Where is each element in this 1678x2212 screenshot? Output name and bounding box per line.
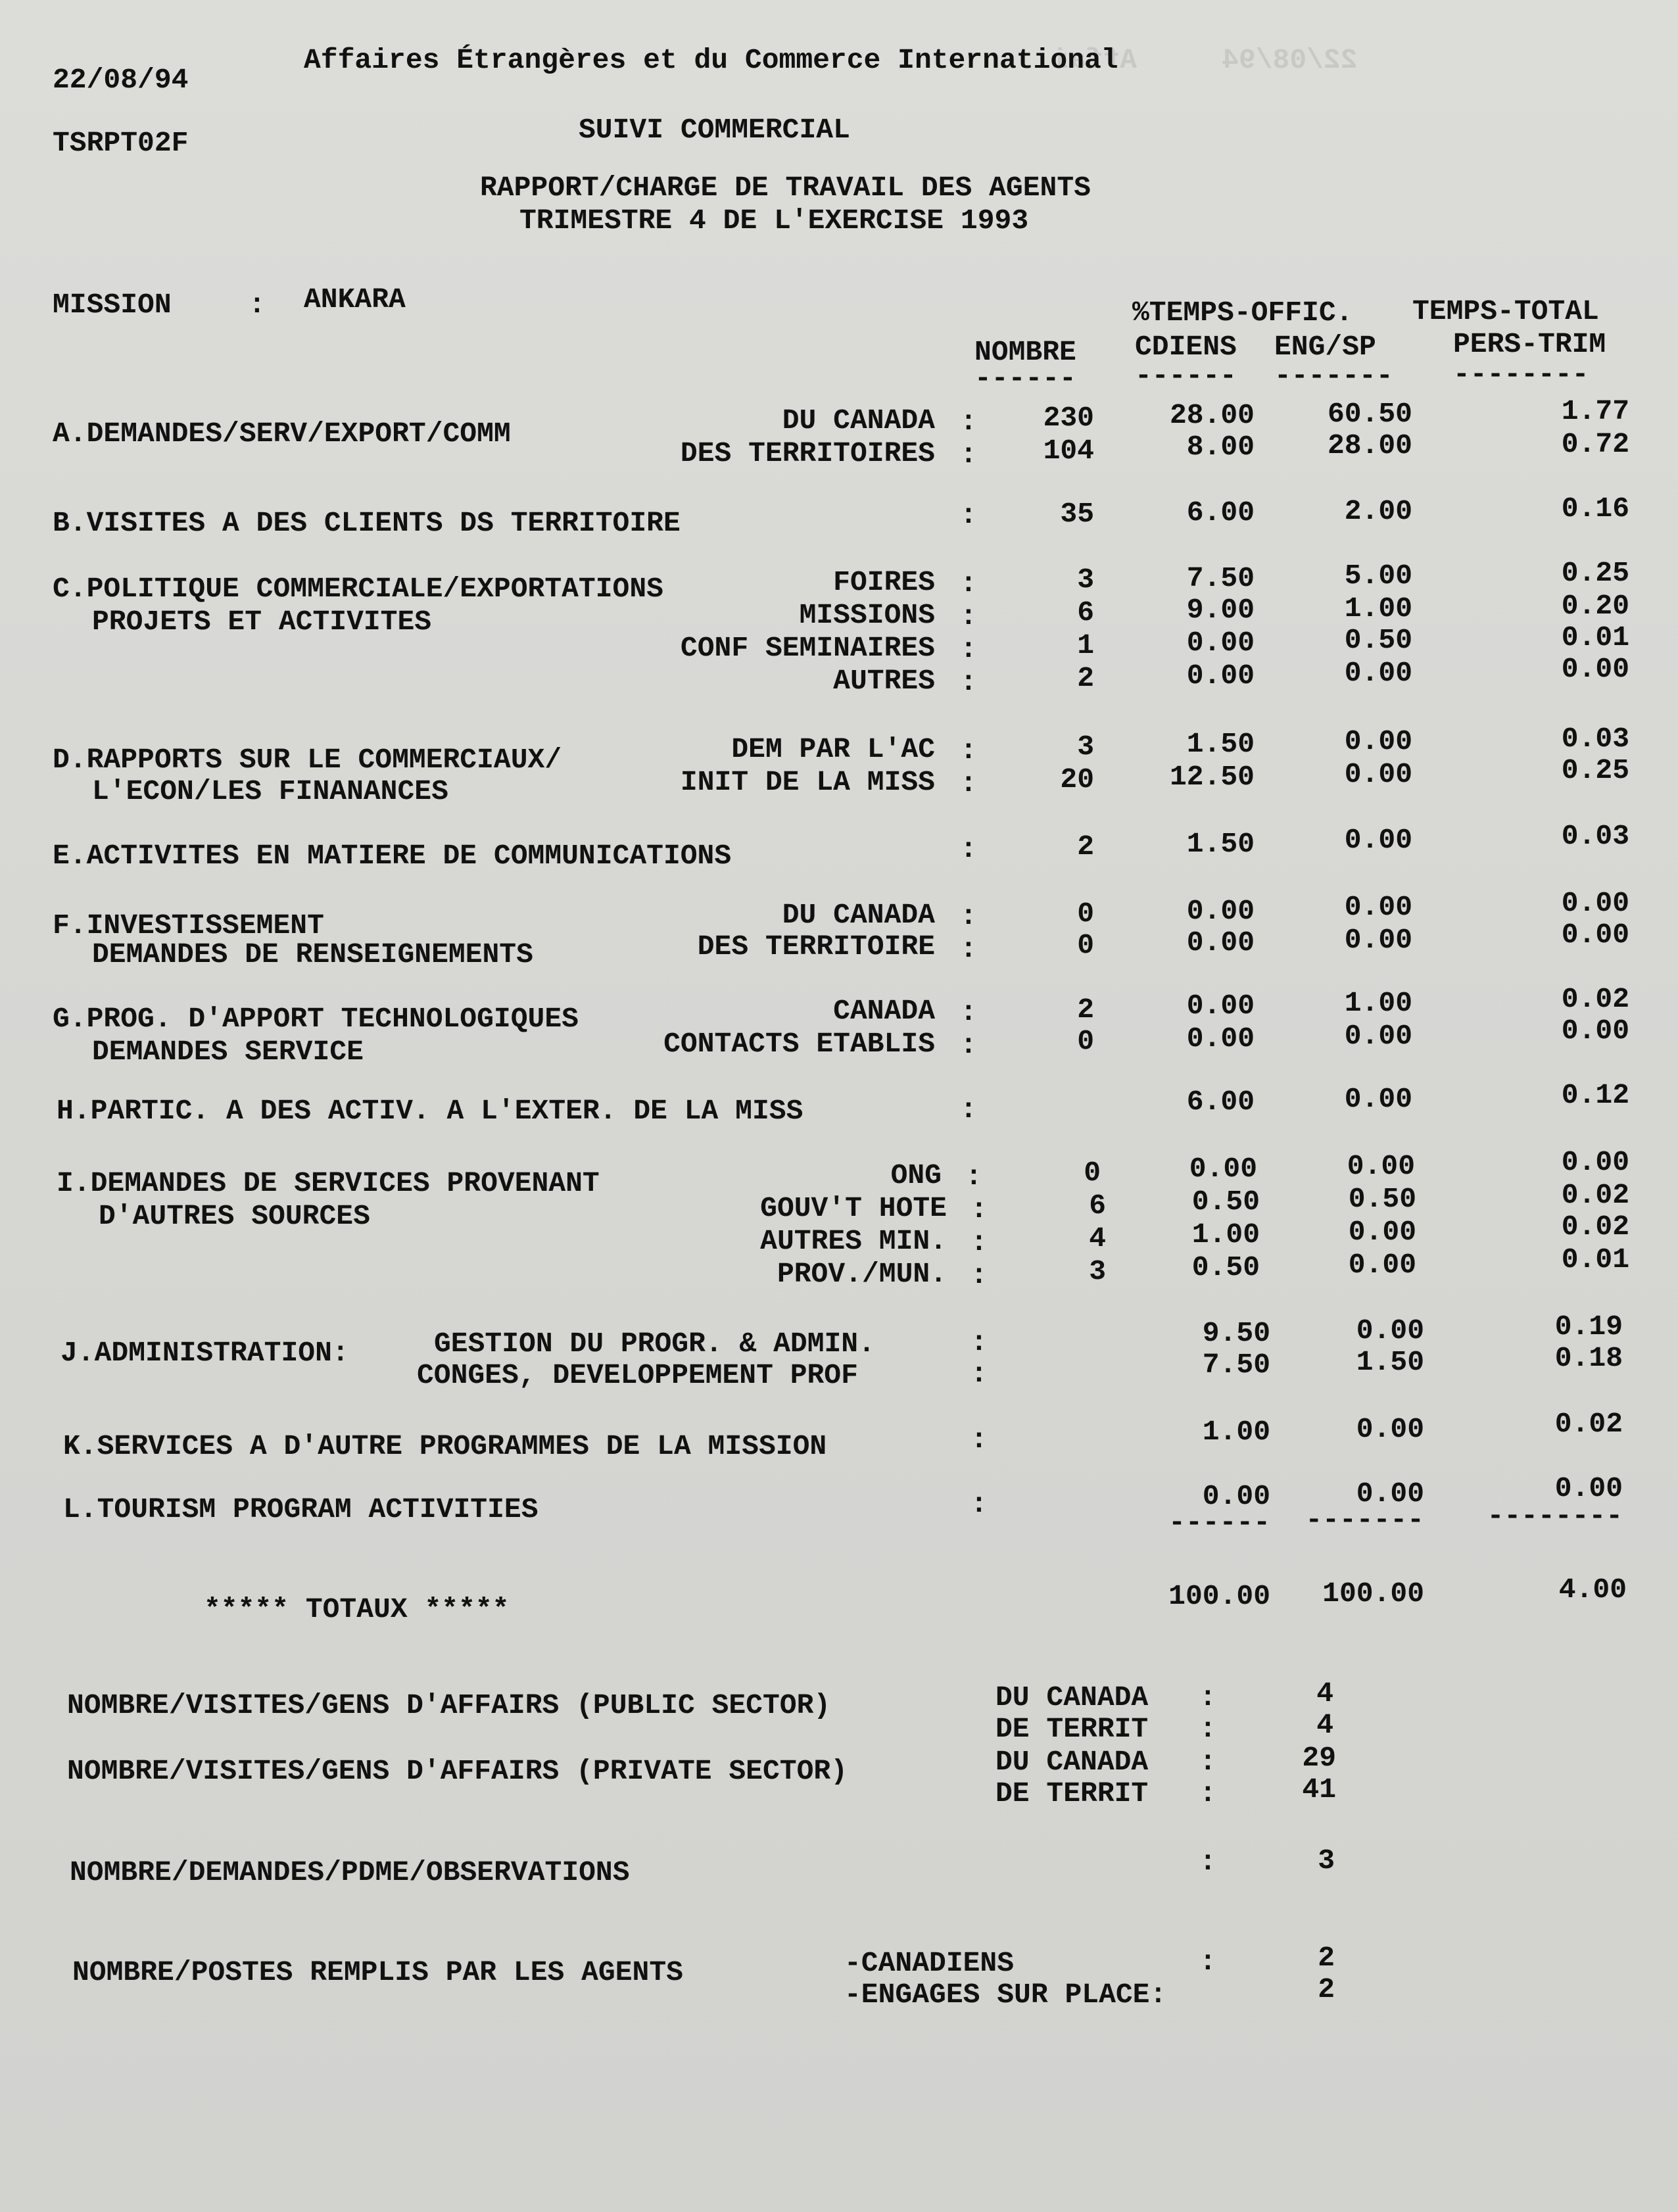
- section-f-cdiens-2: 0.00: [1186, 926, 1255, 959]
- section-f-engsp-2: 0.00: [1344, 924, 1412, 956]
- colon: :: [960, 633, 977, 665]
- section-i-nombre-2: 6: [1089, 1190, 1106, 1222]
- section-d-engsp-1: 0.00: [1344, 725, 1412, 757]
- section-h-engsp: 0.00: [1344, 1083, 1412, 1115]
- section-g-sub-1: CANADA: [833, 995, 935, 1027]
- section-j-perstrim-2: 0.18: [1554, 1342, 1623, 1374]
- section-i-engsp-3: 0.00: [1348, 1216, 1416, 1248]
- section-i-perstrim-1: 0.00: [1561, 1146, 1629, 1178]
- colon: :: [965, 1161, 982, 1193]
- section-a-nombre-1: 230: [1043, 402, 1094, 434]
- pdme-label: NOMBRE/DEMANDES/PDME/OBSERVATIONS: [70, 1856, 630, 1888]
- section-a-engsp-2: 28.00: [1327, 429, 1412, 462]
- section-g-cdiens-1: 0.00: [1186, 990, 1255, 1022]
- section-i-perstrim-2: 0.02: [1561, 1179, 1629, 1211]
- section-f-engsp-1: 0.00: [1344, 891, 1412, 923]
- section-c-cdiens-2: 9.00: [1186, 594, 1255, 626]
- section-c-perstrim-4: 0.00: [1561, 653, 1629, 685]
- section-j-sub-2: CONGES, DEVELOPPEMENT PROF: [417, 1359, 858, 1391]
- colon: :: [971, 1488, 988, 1520]
- section-c-sub-4: AUTRES: [833, 665, 935, 697]
- public-sector-label: NOMBRE/VISITES/GENS D'AFFAIRS (PUBLIC SECTOR): [67, 1689, 831, 1721]
- section-d-engsp-2: 0.00: [1344, 758, 1412, 790]
- private-sector-label: NOMBRE/VISITES/GENS D'AFFAIRS (PRIVATE SECTOR): [67, 1755, 848, 1787]
- public-territ-value: 4: [1316, 1709, 1333, 1741]
- section-g-engsp-1: 1.00: [1344, 987, 1412, 1019]
- section-a-cdiens-1: 28.00: [1169, 399, 1255, 431]
- col-header-engsp: ENG/SP: [1274, 331, 1376, 363]
- colon: :: [960, 1094, 977, 1126]
- colon: :: [960, 439, 977, 471]
- section-h-cdiens: 6.00: [1186, 1086, 1255, 1118]
- section-g-nombre-2: 0: [1077, 1025, 1094, 1057]
- section-f-nombre-2: 0: [1077, 929, 1094, 961]
- totals-rule-engsp: -------: [1305, 1504, 1424, 1536]
- section-f-nombre-1: 0: [1077, 898, 1094, 930]
- section-f-perstrim-1: 0.00: [1561, 887, 1629, 919]
- colon: :: [960, 1029, 977, 1061]
- section-d-label-1: D.RAPPORTS SUR LE COMMERCIAUX/: [53, 744, 562, 776]
- system-name: SUIVI COMMERCIAL: [579, 114, 850, 146]
- pdme-value: 3: [1318, 1844, 1335, 1877]
- totals-label: ***** TOTAUX *****: [204, 1593, 510, 1625]
- section-a-cdiens-2: 8.00: [1186, 431, 1255, 463]
- section-i-sub-2: GOUV'T HOTE: [760, 1192, 947, 1224]
- colon: :: [960, 767, 977, 800]
- section-d-perstrim-1: 0.03: [1561, 723, 1629, 755]
- section-d-perstrim-2: 0.25: [1561, 754, 1629, 786]
- colon: :: [971, 1193, 988, 1226]
- section-h-perstrim: 0.12: [1561, 1079, 1629, 1111]
- colon: :: [1199, 1777, 1216, 1810]
- col-rule-nombre: ------: [974, 362, 1076, 395]
- section-i-cdiens-2: 0.50: [1191, 1186, 1260, 1218]
- section-c-cdiens-1: 7.50: [1186, 562, 1255, 594]
- section-g-nombre-1: 2: [1077, 994, 1094, 1026]
- report-code: TSRPT02F: [53, 127, 189, 159]
- public-canada-value: 4: [1316, 1677, 1333, 1710]
- section-c-engsp-3: 0.50: [1344, 624, 1412, 656]
- colon: :: [1199, 1681, 1216, 1714]
- section-d-cdiens-2: 12.50: [1169, 761, 1255, 793]
- section-d-nombre-1: 3: [1077, 731, 1094, 763]
- col-header-cdiens: CDIENS: [1135, 331, 1237, 363]
- col-rule-cdiens: ------: [1135, 360, 1237, 392]
- section-c-engsp-1: 5.00: [1344, 560, 1412, 592]
- section-d-cdiens-1: 1.50: [1186, 728, 1255, 760]
- section-j-sub-1: GESTION DU PROGR. & ADMIN.: [434, 1328, 875, 1360]
- section-i-sub-1: ONG: [890, 1159, 942, 1191]
- totals-engsp: 100.00: [1322, 1577, 1424, 1610]
- section-i-sub-3: AUTRES MIN.: [760, 1225, 947, 1257]
- section-l-engsp: 0.00: [1356, 1478, 1424, 1510]
- section-k-cdiens: 1.00: [1202, 1416, 1270, 1448]
- mission-colon: :: [249, 289, 266, 321]
- section-g-label-1: G.PROG. D'APPORT TECHNOLOGIQUES: [53, 1003, 579, 1035]
- section-c-sub-2: MISSIONS: [799, 599, 935, 631]
- section-a-label: A.DEMANDES/SERV/EXPORT/COMM: [53, 418, 511, 450]
- public-canada-label: DU CANADA: [995, 1681, 1149, 1714]
- section-c-engsp-2: 1.00: [1344, 592, 1412, 625]
- section-c-label-2: PROJETS ET ACTIVITES: [92, 606, 432, 638]
- section-c-label-1: C.POLITIQUE COMMERCIALE/EXPORTATIONS: [53, 573, 663, 605]
- section-f-sub-2: DES TERRITOIRE: [697, 930, 935, 963]
- section-g-engsp-2: 0.00: [1344, 1020, 1412, 1052]
- section-c-sub-3: CONF SEMINAIRES: [680, 632, 935, 664]
- private-territ-value: 41: [1302, 1773, 1336, 1806]
- postes-engages-label: -ENGAGES SUR PLACE:: [844, 1979, 1167, 2011]
- section-a-perstrim-2: 0.72: [1561, 428, 1629, 460]
- section-f-cdiens-1: 0.00: [1186, 895, 1255, 927]
- section-c-perstrim-3: 0.01: [1561, 621, 1629, 654]
- section-d-sub-1: DEM PAR L'AC: [731, 733, 935, 765]
- section-j-engsp-1: 0.00: [1356, 1314, 1424, 1347]
- private-canada-label: DU CANADA: [995, 1746, 1149, 1778]
- section-k-label: K.SERVICES A D'AUTRE PROGRAMMES DE LA MISSION: [63, 1430, 827, 1462]
- section-c-cdiens-4: 0.00: [1186, 660, 1255, 692]
- col-header-temps-offic: %TEMPS-OFFIC.: [1132, 297, 1353, 329]
- totals-rule-cdiens: ------: [1168, 1506, 1270, 1539]
- section-c-sub-1: FOIRES: [833, 566, 935, 598]
- mission-label: MISSION: [53, 289, 172, 321]
- section-e-nombre: 2: [1077, 830, 1094, 863]
- section-l-perstrim: 0.00: [1554, 1472, 1623, 1504]
- section-j-cdiens-1: 9.50: [1202, 1317, 1270, 1349]
- section-c-nombre-1: 3: [1077, 564, 1094, 596]
- section-g-perstrim-1: 0.02: [1561, 983, 1629, 1015]
- section-i-nombre-3: 4: [1089, 1222, 1106, 1255]
- section-i-sub-4: PROV./MUN.: [777, 1258, 947, 1290]
- section-b-perstrim: 0.16: [1561, 493, 1629, 525]
- section-d-sub-2: INIT DE LA MISS: [680, 766, 935, 798]
- colon: :: [960, 666, 977, 698]
- section-h-label: H.PARTIC. A DES ACTIV. A L'EXTER. DE LA MISS: [57, 1095, 803, 1127]
- section-f-sub-1: DU CANADA: [782, 899, 935, 931]
- totals-perstrim: 4.00: [1558, 1574, 1627, 1606]
- section-d-label-2: L'ECON/LES FINANANCES: [92, 775, 448, 807]
- section-k-engsp: 0.00: [1356, 1413, 1424, 1445]
- section-f-perstrim-2: 0.00: [1561, 919, 1629, 951]
- section-b-nombre: 35: [1060, 498, 1094, 530]
- section-a-sub-2: DES TERRITOIRES: [680, 437, 935, 469]
- postes-label: NOMBRE/POSTES REMPLIS PAR LES AGENTS: [72, 1956, 683, 1988]
- section-i-nombre-4: 3: [1089, 1255, 1106, 1287]
- section-i-cdiens-4: 0.50: [1191, 1251, 1260, 1284]
- section-c-cdiens-3: 0.00: [1186, 627, 1255, 659]
- colon: :: [971, 1424, 988, 1456]
- col-header-perstrim: PERS-TRIM: [1453, 328, 1606, 360]
- report-title-line2: TRIMESTRE 4 DE L'EXERCISE 1993: [519, 204, 1029, 237]
- section-g-sub-2: CONTACTS ETABLIS: [663, 1028, 935, 1060]
- section-f-label-2: DEMANDES DE RENSEIGNEMENTS: [92, 938, 533, 971]
- section-b-engsp: 2.00: [1344, 495, 1412, 527]
- section-i-label-1: I.DEMANDES DE SERVICES PROVENANT: [57, 1167, 600, 1199]
- section-c-nombre-3: 1: [1077, 629, 1094, 661]
- section-i-engsp-1: 0.00: [1347, 1150, 1415, 1182]
- colon: :: [960, 900, 977, 932]
- colon: :: [960, 833, 977, 865]
- section-l-label: L.TOURISM PROGRAM ACTIVITIES: [63, 1493, 539, 1526]
- colon: :: [960, 933, 977, 965]
- section-c-nombre-2: 6: [1077, 596, 1094, 629]
- private-canada-value: 29: [1302, 1742, 1336, 1774]
- section-g-label-2: DEMANDES SERVICE: [92, 1036, 364, 1068]
- section-j-label: J.ADMINISTRATION:: [60, 1337, 349, 1369]
- section-i-cdiens-3: 1.00: [1191, 1218, 1260, 1251]
- section-a-sub-1: DU CANADA: [782, 404, 935, 437]
- section-c-perstrim-1: 0.25: [1561, 557, 1629, 589]
- section-g-perstrim-2: 0.00: [1561, 1015, 1629, 1047]
- section-a-engsp-1: 60.50: [1327, 398, 1412, 430]
- colon: :: [971, 1326, 988, 1358]
- department-name: Affaires Étrangères et du Commerce International: [304, 44, 1118, 76]
- section-j-perstrim-1: 0.19: [1554, 1310, 1623, 1343]
- section-g-cdiens-2: 0.00: [1186, 1022, 1255, 1055]
- section-i-perstrim-3: 0.02: [1561, 1211, 1629, 1243]
- colon: :: [960, 996, 977, 1028]
- colon: :: [971, 1259, 988, 1291]
- postes-canadiens-value: 2: [1318, 1942, 1335, 1974]
- section-a-nombre-2: 104: [1043, 435, 1094, 467]
- section-k-perstrim: 0.02: [1554, 1408, 1623, 1440]
- section-c-nombre-4: 2: [1077, 662, 1094, 694]
- section-j-engsp-2: 1.50: [1356, 1346, 1424, 1378]
- colon: :: [1199, 1746, 1216, 1778]
- section-c-perstrim-2: 0.20: [1561, 590, 1629, 622]
- section-d-nombre-2: 20: [1060, 763, 1094, 796]
- col-rule-engsp: -------: [1274, 360, 1393, 392]
- section-i-engsp-2: 0.50: [1348, 1183, 1416, 1215]
- private-territ-label: DE TERRIT: [995, 1777, 1149, 1810]
- colon: :: [1199, 1846, 1216, 1878]
- section-i-nombre-1: 0: [1084, 1157, 1101, 1189]
- colon: :: [971, 1226, 988, 1259]
- colon: :: [960, 600, 977, 633]
- postes-engages-value: 2: [1318, 1973, 1335, 2006]
- public-territ-label: DE TERRIT: [995, 1713, 1149, 1745]
- report-date: 22/08/94: [53, 64, 189, 96]
- section-j-cdiens-2: 7.50: [1202, 1349, 1270, 1381]
- section-a-perstrim-1: 1.77: [1561, 395, 1629, 427]
- colon: :: [960, 734, 977, 767]
- colon: :: [960, 567, 977, 600]
- section-e-engsp: 0.00: [1344, 824, 1412, 856]
- col-header-nombre: NOMBRE: [974, 336, 1076, 368]
- colon: :: [1199, 1713, 1216, 1745]
- section-i-label-2: D'AUTRES SOURCES: [99, 1200, 370, 1232]
- bleed-through: 22/08/94 Affai: [1052, 44, 1358, 76]
- report-title-line1: RAPPORT/CHARGE DE TRAVAIL DES AGENTS: [480, 172, 1091, 204]
- section-b-cdiens: 6.00: [1186, 496, 1255, 529]
- postes-canadiens-label: -CANADIENS: [844, 1947, 1015, 1979]
- col-rule-perstrim: --------: [1453, 358, 1589, 391]
- section-i-engsp-4: 0.00: [1348, 1249, 1416, 1281]
- colon: :: [960, 499, 977, 531]
- totals-cdiens: 100.00: [1168, 1580, 1270, 1612]
- totals-rule-perstrim: --------: [1487, 1500, 1623, 1532]
- section-c-engsp-4: 0.00: [1344, 657, 1412, 689]
- colon: :: [971, 1358, 988, 1390]
- colon: :: [960, 406, 977, 438]
- mission-value: ANKARA: [304, 283, 406, 316]
- section-l-cdiens: 0.00: [1202, 1480, 1270, 1512]
- section-e-cdiens: 1.50: [1186, 828, 1255, 860]
- col-header-temps-total: TEMPS-TOTAL: [1412, 295, 1599, 327]
- section-f-label-1: F.INVESTISSEMENT: [53, 909, 324, 942]
- section-b-label: B.VISITES A DES CLIENTS DS TERRITOIRE: [53, 507, 681, 539]
- section-e-perstrim: 0.03: [1561, 820, 1629, 852]
- section-i-cdiens-1: 0.00: [1189, 1153, 1257, 1185]
- section-i-perstrim-4: 0.01: [1561, 1243, 1629, 1276]
- section-e-label: E.ACTIVITES EN MATIERE DE COMMUNICATIONS: [53, 840, 732, 872]
- colon: :: [1199, 1946, 1216, 1978]
